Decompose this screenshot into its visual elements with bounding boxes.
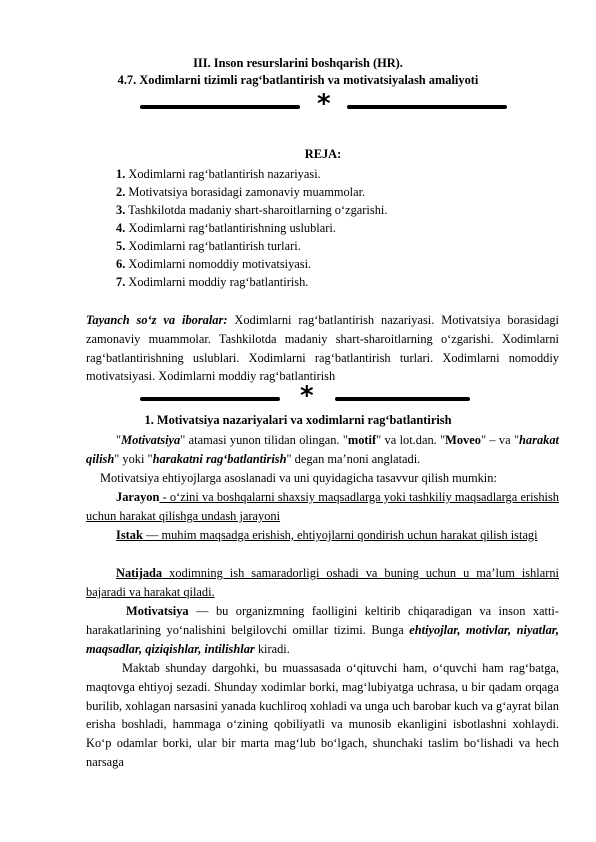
item-text: Xodimlarni moddiy rag‘batlantirish.: [128, 275, 309, 289]
list-item: [116, 183, 387, 201]
item-text: Tashkilotda madaniy shart-sharoitlarning o‘zgarishi.: [128, 203, 388, 217]
list-item: [116, 201, 387, 219]
paragraph-desire: Istak — muhim maqsadga erishish, ehtiyojlarni qondirish uchun harakat qilish istagi: [116, 528, 538, 542]
item-number: 1.: [116, 167, 126, 181]
divider-bar-left: [140, 397, 280, 401]
keywords-paragraph: [86, 311, 559, 386]
list-item: [116, 237, 387, 255]
item-number: 2.: [116, 185, 126, 199]
asterisk-icon: *: [300, 381, 314, 411]
item-number: 7.: [116, 275, 126, 289]
paragraph-school: Maktab shunday dargohki, bu muassasada o‘qituvchi ham, o‘quvchi ham rag‘batga, maqtovga ehtiyoj sezadi. Shunday xodimlar borki, mag‘lubiyatga uchrasa, u bir qadam orqaga burilib, xohlagan narsasini yanada kuchliroq xohladi va unga uch barobar kuch va g‘ayrat bilan erisha boshladi, hammaga o‘zining qobiliyatli va munosib ekanligini isbotlashni xohlaydi. Ko‘p odamlar borki, ular bir marta mag‘lub bo‘lgach, shunchaki taslim bo‘lishadi va hech narsaga: [86, 661, 559, 769]
chapter-heading: III. Inson resurslarini boshqarish (HR).: [193, 56, 403, 70]
subsection-title: 1. Motivatsiya nazariyalari va xodimlarni rag‘batlantirish: [144, 413, 452, 427]
paragraph-intro: Motivatsiya ehtiyojlarga asoslanadi va uni quyidagicha tasavvur qilish mumkin:: [100, 471, 497, 485]
list-item: [116, 273, 387, 291]
section-heading: 4.7. Xodimlarni tizimli rag‘batlantirish va motivatsiyalash amaliyoti: [117, 73, 479, 87]
list-item: [116, 219, 387, 237]
paragraph-process: Jarayon - o‘zini va boshqalarni shaxsiy maqsadlarga yoki tashkiliy maqsadlarga erishish uchun harakat qilishga undash jarayoni: [86, 490, 559, 523]
paragraph-definition: Motivatsiya — bu organizmning faolligini keltirib chiqaradigan va inson xatti-harakatlarining yo‘nalishini belgilovchi omillar tizimi. Bunga ehtiyojlar, motivlar, niyatlar, maqsadlar, qiziqishlar, intilishlar kiradi.: [86, 604, 560, 656]
list-item: [116, 255, 387, 273]
item-number: 4.: [116, 221, 126, 235]
item-text: Xodimlarni nomoddiy motivatsiyasi.: [128, 257, 312, 271]
item-number: 6.: [116, 257, 126, 271]
keywords-text: Xodimlarni rag‘batlantirish nazariyasi. Motivatsiya borasidagi zamonaviy muammolar. Tashkilotda madaniy shart-sharoitlarning o‘zgarishi. Xodimlarni rag‘batlantirishning uslublari. Xodimlarni rag‘batlantirish turlari. Xodimlarni nomoddiy motivatsiyasi. Xodimlarni moddiy rag‘batlantirish: [86, 313, 559, 384]
list-item: [116, 165, 387, 183]
divider-bar-left: [140, 105, 300, 109]
paragraph-result: Natijada xodimning ish samaradorligi oshadi va buning uchun u ma’lum ishlarni bajaradi va harakat qiladi.: [86, 566, 559, 599]
ornament-divider-bottom: [140, 381, 510, 411]
item-text: Xodimlarni rag‘batlantirish nazariyasi.: [128, 167, 321, 181]
item-text: Xodimlarni rag‘batlantirishning uslublari.: [128, 221, 336, 235]
plan-list: [116, 165, 387, 291]
ornament-divider-top: [140, 89, 510, 119]
item-text: Motivatsiya borasidagi zamonaviy muammolar.: [128, 185, 366, 199]
asterisk-icon: *: [317, 89, 331, 119]
paragraph-etymology: "Motivatsiya" atamasi yunon tilidan olingan. "motif" va lot.dan. "Moveo" – va "harakat qilish" yoki "harakatni rag‘batlantirish" degan ma’noni anglatadi.: [86, 433, 559, 466]
keywords-label: Tayanch so‘z va iboralar:: [86, 313, 228, 327]
divider-bar-right: [335, 397, 470, 401]
divider-bar-right: [347, 105, 507, 109]
item-number: 5.: [116, 239, 126, 253]
item-number: 3.: [116, 203, 126, 217]
plan-title: REJA:: [304, 147, 342, 161]
item-text: Xodimlarni rag‘batlantirish turlari.: [128, 239, 301, 253]
